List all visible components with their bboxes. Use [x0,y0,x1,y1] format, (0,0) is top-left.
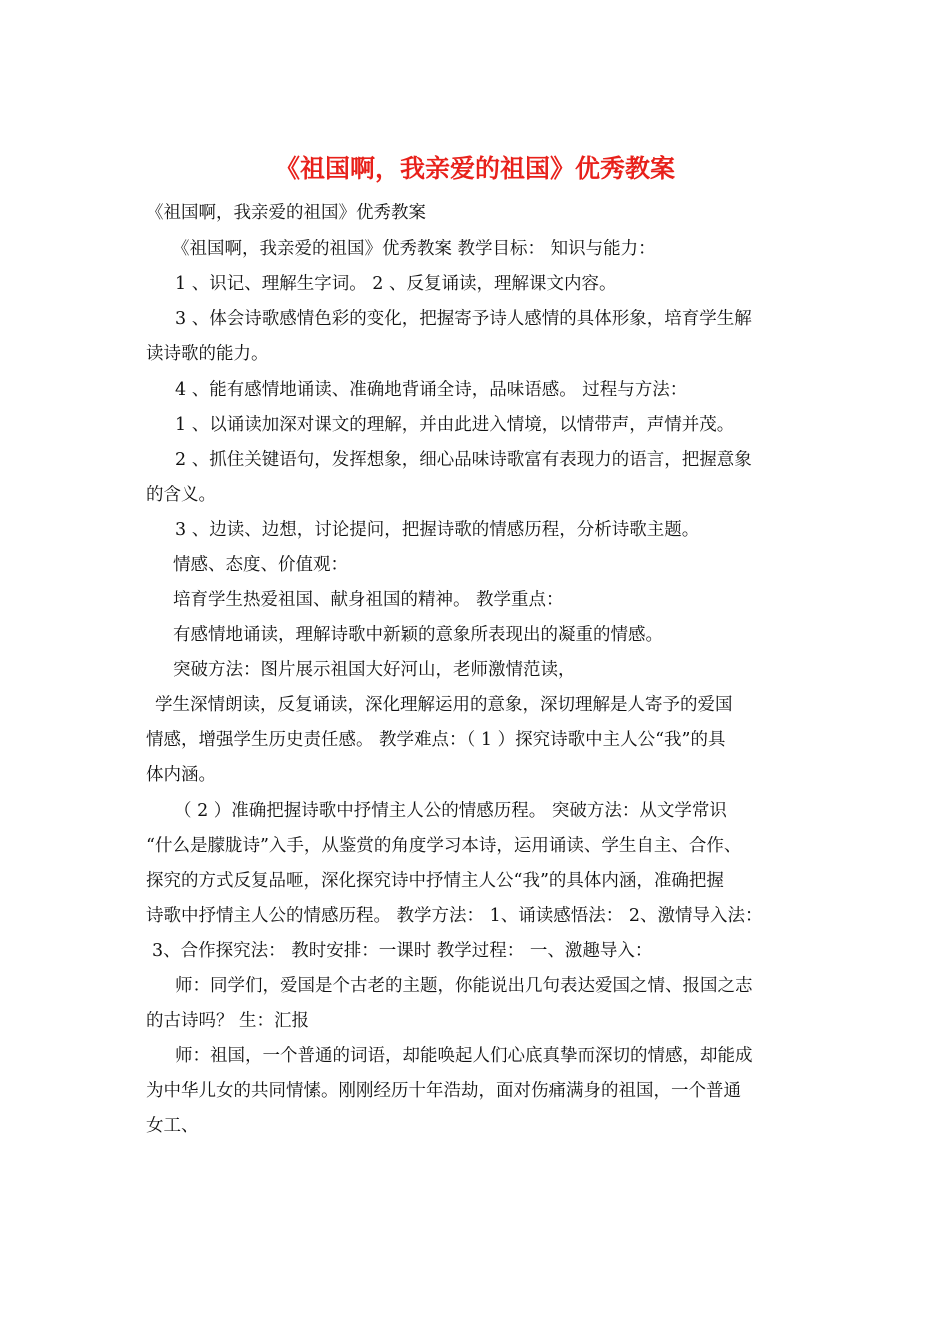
text-line-6: 4 、能有感情地诵读、准确地背诵全诗，品味语感。 过程与方法： [175,380,688,400]
text-line-1: 《祖国啊，我亲爱的祖国》优秀教案 [146,203,426,223]
text-line-23: 师：同学们，爱国是个古老的主题，你能说出几句表达爱国之情、报国之志 [175,976,753,996]
document-title: 《祖国啊，我亲爱的祖国》优秀教案 [274,154,675,183]
text-line-21: 诗歌中抒情主人公的情感历程。 教学方法： 1、诵读感悟法： 2、激情导入法： [146,906,763,926]
text-line-17: 体内涵。 [146,765,216,785]
text-line-20: 探究的方式反复品咂，深化探究诗中抒情主人公“我”的具体内涵，准确把握 [146,871,724,891]
text-line-2: 《祖国啊，我亲爱的祖国》优秀教案 教学目标： 知识与能力： [172,239,656,259]
text-line-14: 突破方法：图片展示祖国大好河山，老师激情范读， [173,660,576,680]
text-line-10: 3 、边读、边想，讨论提问，把握诗歌的情感历程，分析诗歌主题。 [175,520,700,540]
text-line-12: 培育学生热爱祖国、献身祖国的精神。 教学重点： [173,590,564,610]
text-line-26: 为中华儿女的共同情愫。刚刚经历十年浩劫，面对伤痛满身的祖国，一个普通 [146,1081,741,1101]
text-line-18: （ 2 ）准确把握诗歌中抒情主人公的情感历程。 突破方法：从文学常识 [174,801,727,821]
text-line-27: 女工、 [146,1116,199,1136]
text-line-22: 3、合作探究法： 教时安排：一课时 教学过程： 一、激趣导入： [152,941,653,961]
text-line-13: 有感情地诵读，理解诗歌中新颖的意象所表现出的凝重的情感。 [173,625,663,645]
text-line-25: 师：祖国，一个普通的词语，却能唤起人们心底真挚而深切的情感，却能成 [175,1046,753,1066]
text-line-7: 1 、以诵读加深对课文的理解，并由此进入情境，以情带声，声情并茂。 [175,415,735,435]
text-line-5: 读诗歌的能力。 [146,344,269,364]
text-line-9: 的含义。 [146,485,216,505]
text-line-8: 2 、抓住关键语句，发挥想象，细心品味诗歌富有表现力的语言，把握意象 [175,450,752,470]
text-line-16: 情感，增强学生历史责任感。 教学难点：（ 1 ）探究诗歌中主人公“我”的具 [146,730,726,750]
text-line-3: 1 、识记、理解生字词。 2 、反复诵读，理解课文内容。 [175,274,617,294]
text-line-11: 情感、态度、价值观： [173,555,348,575]
text-line-4: 3 、体会诗歌感情色彩的变化，把握寄予诗人感情的具体形象，培育学生解 [175,309,752,329]
text-line-19: “什么是朦胧诗”入手，从鉴赏的角度学习本诗，运用诵读、学生自主、合作、 [146,836,742,856]
text-line-24: 的古诗吗？ 生：汇报 [146,1011,310,1031]
text-line-15: 学生深情朗读，反复诵读，深化理解运用的意象，深切理解是人寄予的爱国 [155,695,733,715]
